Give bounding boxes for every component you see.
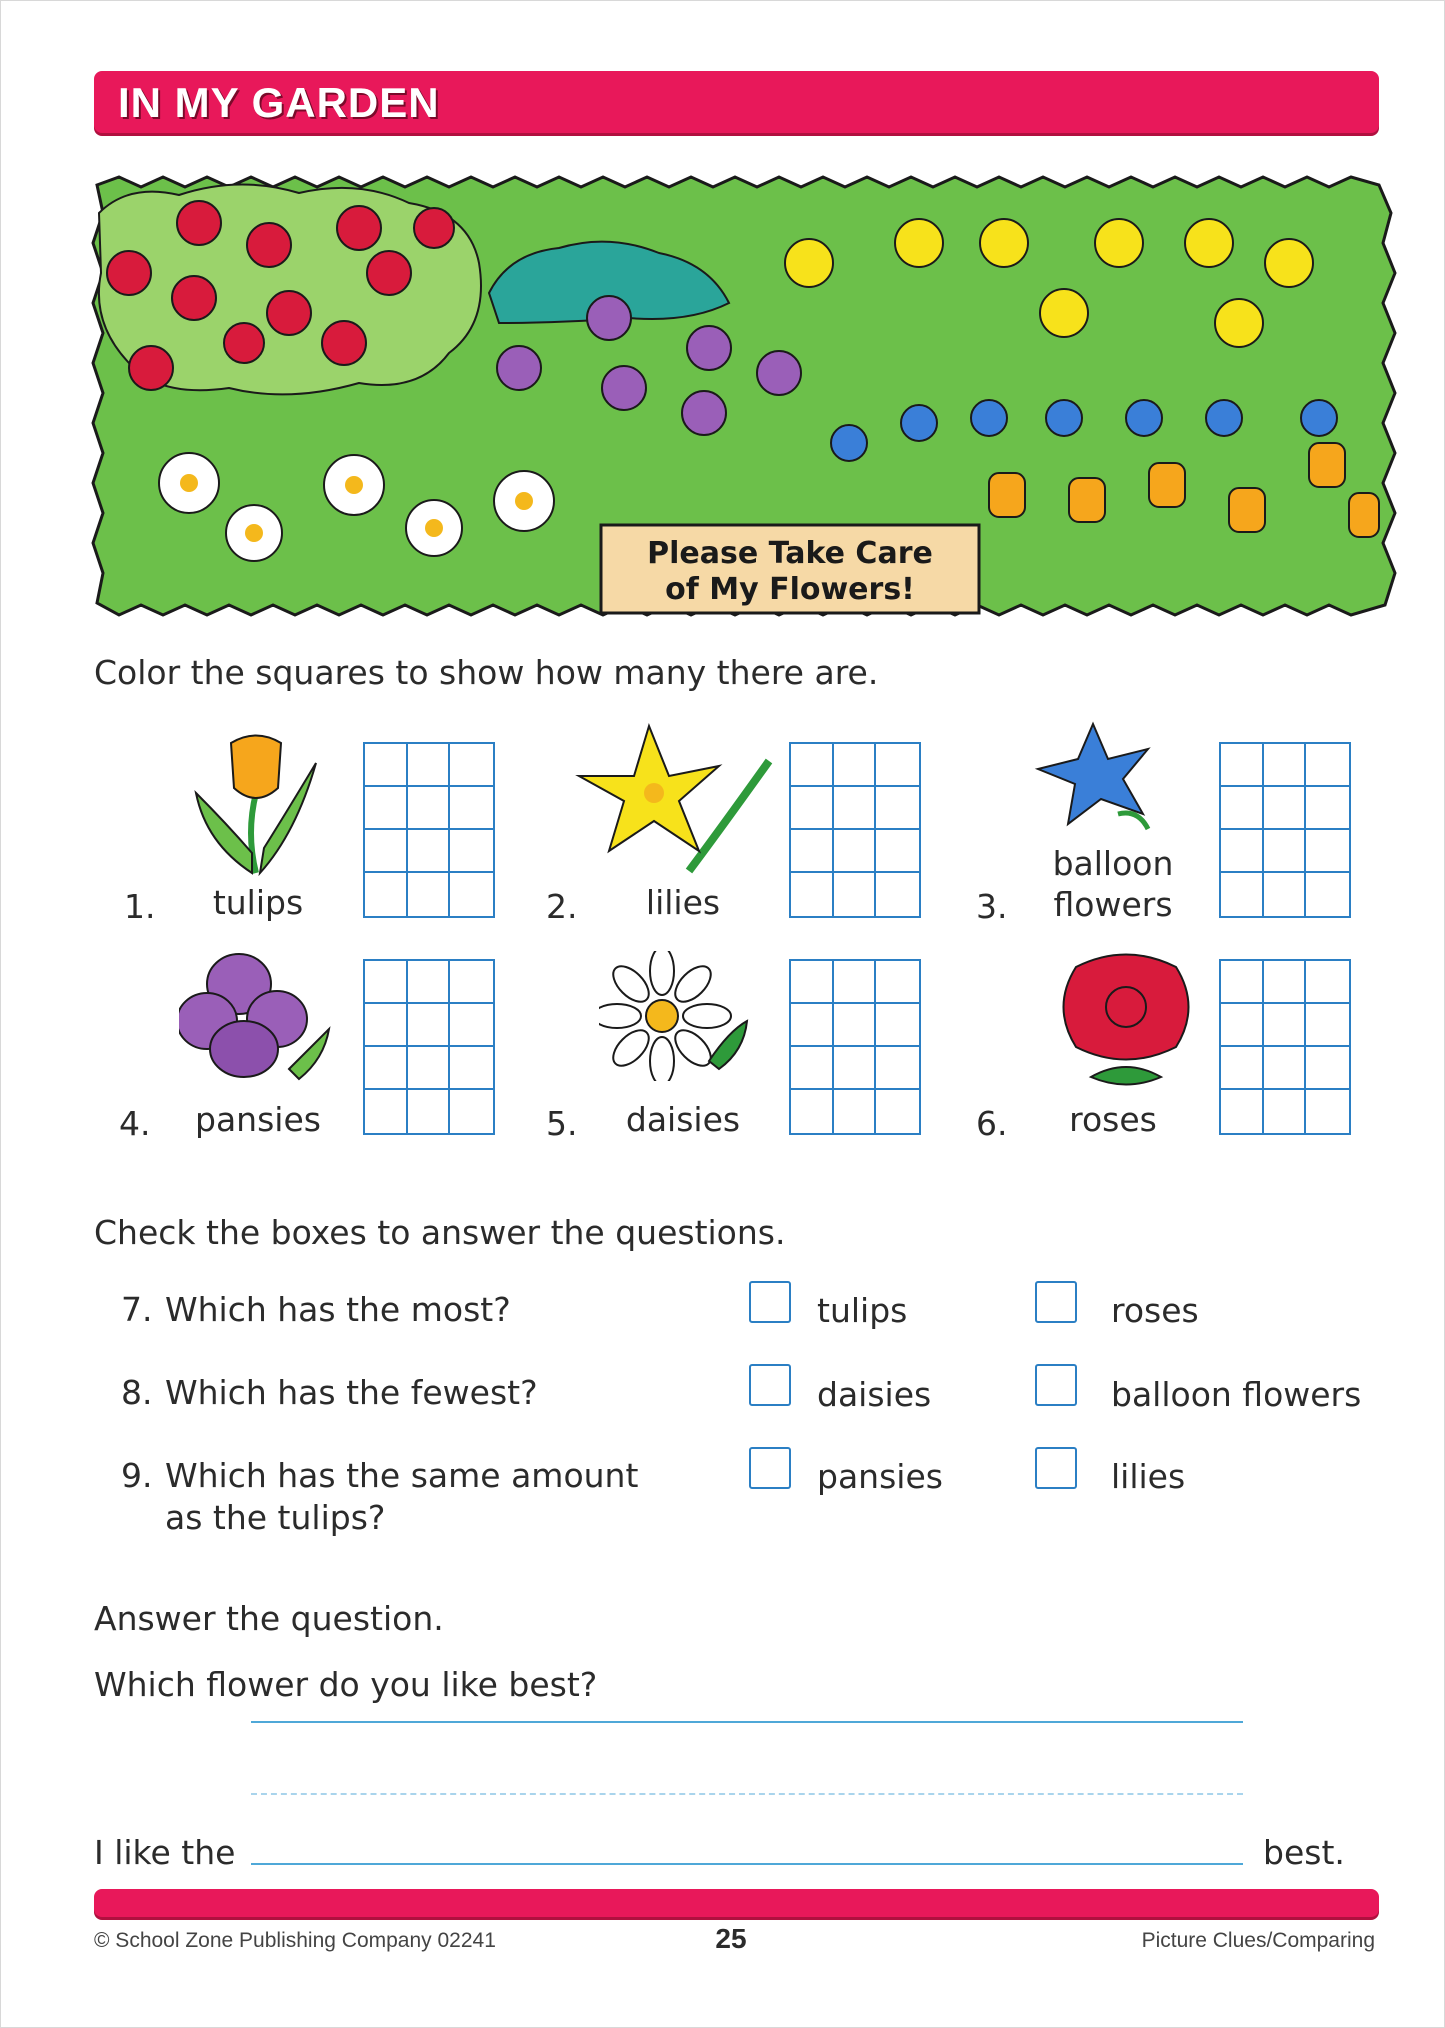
flower-label-tulips: tulips (212, 883, 304, 922)
question-8-text: Which has the fewest? (165, 1373, 538, 1412)
question-number-7: 7. (121, 1290, 153, 1329)
sign-text-line1: Please Take Care (647, 536, 933, 571)
option-q9-pansies: pansies (817, 1457, 943, 1496)
daisy-icon (599, 951, 759, 1081)
count-grid-balloon-flowers[interactable] (1219, 742, 1351, 918)
answer-line[interactable] (251, 1863, 1243, 1865)
item-number-1: 1. (124, 887, 156, 926)
tulip-icon (186, 723, 326, 881)
item-number-2: 2. (546, 887, 578, 926)
balloon-flower-icon (1033, 719, 1173, 834)
pansy-icon (179, 949, 339, 1087)
flower-label-daisies: daisies (625, 1100, 741, 1139)
flower-label-roses: roses (1069, 1100, 1157, 1139)
count-grid-tulips[interactable] (363, 742, 495, 918)
count-grid-pansies[interactable] (363, 959, 495, 1135)
title-bar (94, 71, 1379, 133)
count-grid-roses[interactable] (1219, 959, 1351, 1135)
question-9-text-line1: Which has the same amount (165, 1456, 639, 1495)
checkbox-q9-lilies[interactable] (1035, 1447, 1077, 1489)
garden-sign (601, 525, 979, 613)
rose-icon (1051, 947, 1201, 1095)
count-grid-lilies[interactable] (789, 742, 921, 918)
sign-text-line2: of My Flowers! (665, 572, 915, 607)
checkbox-q7-roses[interactable] (1035, 1281, 1077, 1323)
lily-icon (569, 721, 779, 881)
flower-label-flowers: flowers (1053, 885, 1173, 924)
copyright-text: © School Zone Publishing Company 02241 (94, 1929, 496, 1952)
writing-line-top[interactable] (251, 1721, 1243, 1723)
item-number-6: 6. (976, 1104, 1008, 1143)
question-number-9: 9. (121, 1456, 153, 1495)
option-q7-roses: roses (1111, 1291, 1199, 1330)
flower-label-pansies: pansies (195, 1100, 321, 1139)
answer-prefix: I like the (94, 1833, 236, 1872)
item-number-4: 4. (119, 1104, 151, 1143)
flower-label-balloon: balloon (1052, 844, 1174, 883)
garden-illustration (89, 173, 1401, 623)
checkbox-q9-pansies[interactable] (749, 1447, 791, 1489)
option-q9-lilies: lilies (1111, 1457, 1186, 1496)
count-grid-daisies[interactable] (789, 959, 921, 1135)
question-9-text-line2: as the tulips? (165, 1498, 386, 1537)
option-q8-balloon-flowers: balloon flowers (1111, 1375, 1362, 1414)
question-favorite-flower: Which flower do you like best? (94, 1665, 598, 1704)
instruction-check-boxes: Check the boxes to answer the questions. (94, 1213, 786, 1252)
item-number-3: 3. (976, 887, 1008, 926)
answer-suffix: best. (1263, 1833, 1345, 1872)
question-number-8: 8. (121, 1373, 153, 1412)
topic-text: Picture Clues/Comparing (1141, 1929, 1375, 1952)
item-number-5: 5. (546, 1104, 578, 1143)
instruction-answer-question: Answer the question. (94, 1599, 444, 1638)
option-q8-daisies: daisies (817, 1375, 932, 1414)
checkbox-q8-balloon-flowers[interactable] (1035, 1364, 1077, 1406)
writing-line-dashed (251, 1793, 1243, 1795)
option-q7-tulips: tulips (817, 1291, 908, 1330)
question-7-text: Which has the most? (165, 1290, 511, 1329)
checkbox-q7-tulips[interactable] (749, 1281, 791, 1323)
instruction-color-squares: Color the squares to show how many there are. (94, 653, 879, 692)
footer-bar (94, 1889, 1379, 1917)
checkbox-q8-daisies[interactable] (749, 1364, 791, 1406)
flower-label-lilies: lilies (645, 883, 721, 922)
page-number: 25 (715, 1923, 747, 1954)
page-title: IN MY GARDEN (118, 79, 440, 126)
